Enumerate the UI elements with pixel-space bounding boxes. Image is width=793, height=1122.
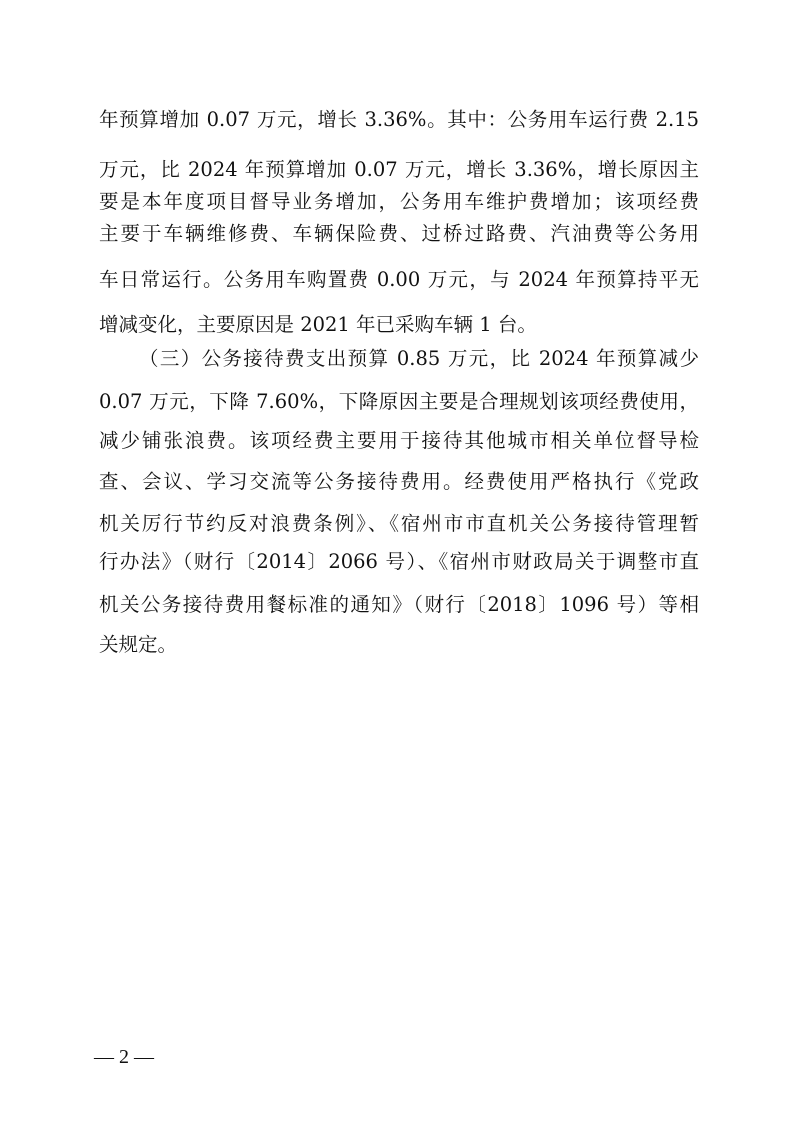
text-line: 关规定。 [99, 633, 178, 656]
text-line: 机关公务接待费用餐标准的通知》（财行〔2018〕1096 号）等相 [99, 593, 699, 616]
text-line: 查、会议、学习交流等公务接待费用。经费使用严格执行《党政 [99, 470, 699, 493]
text-line: 要是本年度项目督导业务增加，公务用车维护费增加；该项经费 [99, 190, 699, 213]
text-line: 行办法》（财行〔2014〕2066 号）、《宿州市财政局关于调整市直 [99, 550, 699, 573]
page-number: — 2 — [94, 1046, 154, 1068]
text-line: 主要于车辆维修费、车辆保险费、过桥过路费、汽油费等公务用 [99, 222, 699, 245]
text-line: 机关厉行节约反对浪费条例》、《宿州市市直机关公务接待管理暂 [99, 512, 699, 535]
text-line: 0.07 万元，下降 7.60%，下降原因主要是合理规划该项经费使用， [99, 390, 699, 413]
text-line: 年预算增加 0.07 万元，增长 3.36%。其中：公务用车运行费 2.15 [99, 108, 699, 131]
text-line: 车日常运行。公务用车购置费 0.00 万元，与 2024 年预算持平无 [99, 268, 699, 291]
text-line: 减少铺张浪费。该项经费主要用于接待其他城市相关单位督导检 [99, 429, 699, 452]
text-line: （三）公务接待费支出预算 0.85 万元，比 2024 年预算减少 [139, 347, 699, 370]
text-line: 万元，比 2024 年预算增加 0.07 万元，增长 3.36%，增长原因主 [99, 158, 699, 181]
text-line: 增减变化，主要原因是 2021 年已采购车辆 1 台。 [99, 313, 537, 336]
